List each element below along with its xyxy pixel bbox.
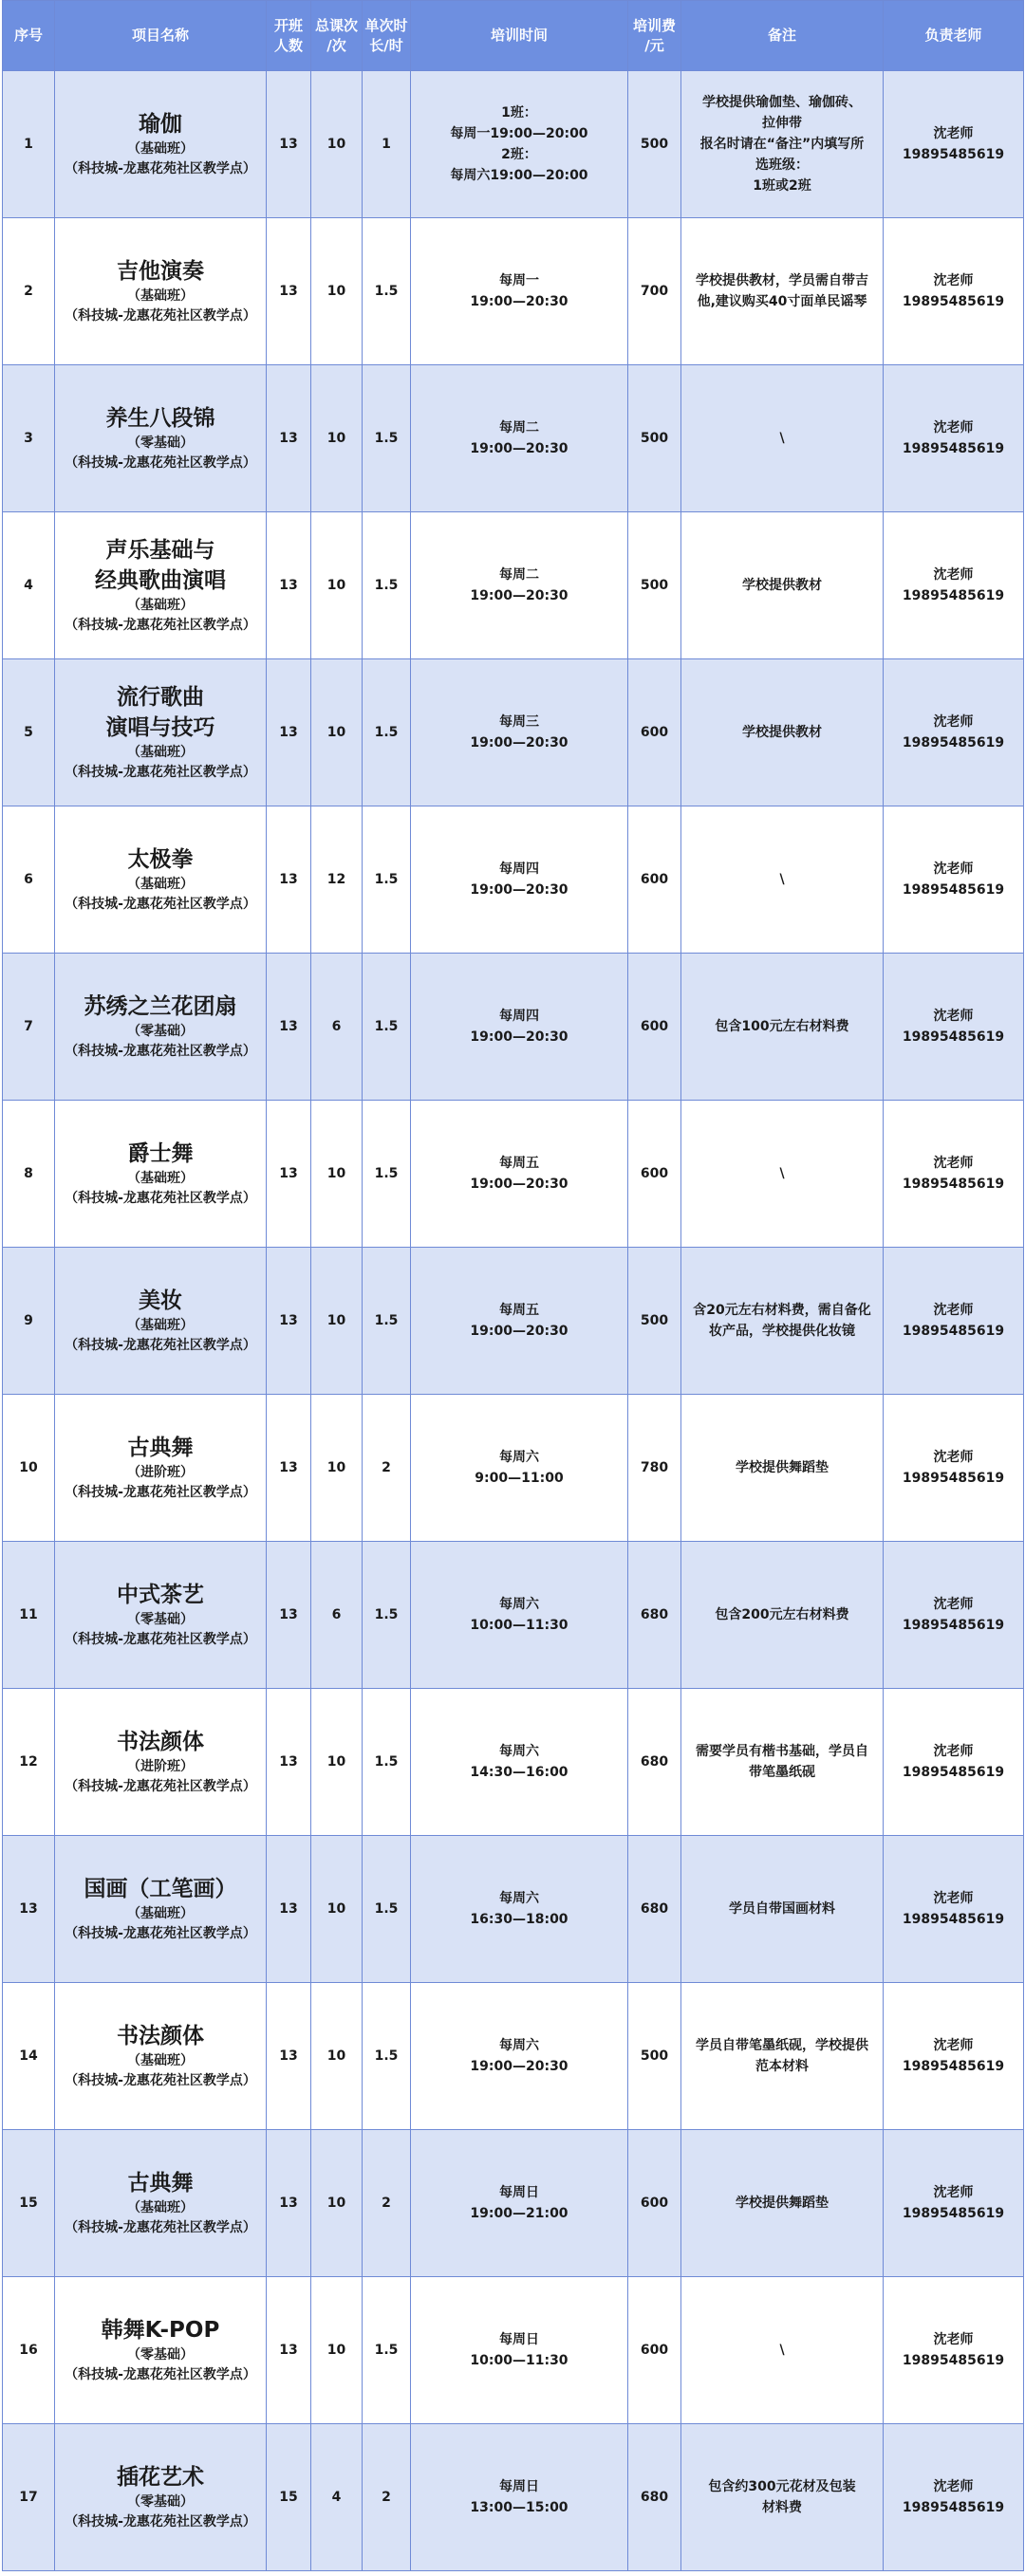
course-level: （基础班） [127, 1318, 194, 1333]
note: \ [681, 806, 884, 954]
course-location: （科技城-龙惠花苑社区教学点） [65, 1485, 256, 1500]
training-time: 每周五 19:00—20:30 [411, 1248, 628, 1395]
note: 学员自带笔墨纸砚，学校提供 范本材料 [681, 1983, 884, 2130]
session-hours: 1.5 [363, 218, 411, 365]
fee: 600 [628, 954, 681, 1101]
teacher-contact: 沈老师 19895485619 [884, 1542, 1024, 1689]
course-name: 国画（工笔画） [84, 1877, 237, 1901]
header-training-time: 培训时间 [411, 1, 628, 71]
fee: 600 [628, 2277, 681, 2424]
training-time: 每周日 19:00—21:00 [411, 2130, 628, 2277]
course-location: （科技城-龙惠花苑社区教学点） [65, 455, 256, 471]
course-name: 插花艺术 [117, 2465, 204, 2490]
course-row [3, 71, 1024, 218]
course-name: 书法颜体 [117, 2024, 204, 2048]
note: \ [681, 1101, 884, 1248]
class-size: 13 [267, 512, 311, 659]
course-name: 书法颜体 [117, 1730, 204, 1754]
note: 包含约300元花材及包装 材料费 [681, 2424, 884, 2571]
header-class-size: 开班 人数 [267, 1, 311, 71]
course-level: （进阶班） [127, 1465, 194, 1480]
row-number: 4 [3, 512, 55, 659]
total-sessions: 10 [311, 512, 363, 659]
course-level: （基础班） [127, 1171, 194, 1186]
row-number: 10 [3, 1395, 55, 1542]
teacher-contact: 沈老师 19895485619 [884, 71, 1024, 218]
header-row [3, 1, 1024, 71]
course-name-cell [55, 2130, 267, 2277]
course-name-cell [55, 1248, 267, 1395]
header-fee: 培训费 /元 [628, 1, 681, 71]
course-row [3, 1689, 1024, 1836]
row-number: 17 [3, 2424, 55, 2571]
total-sessions: 10 [311, 218, 363, 365]
row-number: 5 [3, 659, 55, 806]
row-number: 8 [3, 1101, 55, 1248]
course-schedule-table [2, 0, 1024, 2571]
session-hours: 1.5 [363, 1101, 411, 1248]
training-time: 每周六 19:00—20:30 [411, 1983, 628, 2130]
header-teacher: 负责老师 [884, 1, 1024, 71]
row-number: 9 [3, 1248, 55, 1395]
header-session-hours: 单次时 长/时 [363, 1, 411, 71]
course-row [3, 659, 1024, 806]
course-name: 美妆 [139, 1288, 182, 1313]
class-size: 13 [267, 806, 311, 954]
course-level: （基础班） [127, 598, 194, 613]
row-number: 16 [3, 2277, 55, 2424]
teacher-contact: 沈老师 19895485619 [884, 1836, 1024, 1983]
session-hours: 1.5 [363, 659, 411, 806]
teacher-contact: 沈老师 19895485619 [884, 2424, 1024, 2571]
total-sessions: 10 [311, 2130, 363, 2277]
course-name-cell [55, 1101, 267, 1248]
teacher-contact: 沈老师 19895485619 [884, 1983, 1024, 2130]
course-level: （零基础） [127, 436, 194, 451]
course-location: （科技城-龙惠花苑社区教学点） [65, 2514, 256, 2530]
course-level: （基础班） [127, 1906, 194, 1921]
teacher-contact: 沈老师 19895485619 [884, 512, 1024, 659]
course-row [3, 1395, 1024, 1542]
course-name: 太极拳 [127, 847, 194, 872]
course-level: （零基础） [127, 1612, 194, 1627]
teacher-contact: 沈老师 19895485619 [884, 659, 1024, 806]
course-level: （基础班） [127, 2200, 194, 2215]
total-sessions: 10 [311, 2277, 363, 2424]
note: 学校提供舞蹈垫 [681, 2130, 884, 2277]
fee: 680 [628, 1836, 681, 1983]
fee: 500 [628, 1248, 681, 1395]
course-row [3, 218, 1024, 365]
course-name-cell [55, 71, 267, 218]
course-row [3, 1836, 1024, 1983]
total-sessions: 10 [311, 1983, 363, 2130]
teacher-contact: 沈老师 19895485619 [884, 365, 1024, 512]
course-name: 古典舞 [127, 1436, 194, 1460]
total-sessions: 6 [311, 954, 363, 1101]
note: 学校提供教材，学员需自带吉 他,建议购买40寸面单民谣琴 [681, 218, 884, 365]
teacher-contact: 沈老师 19895485619 [884, 1689, 1024, 1836]
fee: 780 [628, 1395, 681, 1542]
course-location: （科技城-龙惠花苑社区教学点） [65, 1632, 256, 1647]
row-number: 7 [3, 954, 55, 1101]
total-sessions: 10 [311, 1689, 363, 1836]
course-name: 苏绣之兰花团扇 [84, 994, 237, 1019]
session-hours: 2 [363, 1395, 411, 1542]
course-name-cell [55, 806, 267, 954]
fee: 700 [628, 218, 681, 365]
row-number: 1 [3, 71, 55, 218]
row-number: 13 [3, 1836, 55, 1983]
header-total-sessions: 总课次 /次 [311, 1, 363, 71]
class-size: 13 [267, 2277, 311, 2424]
class-size: 13 [267, 954, 311, 1101]
training-time: 1班： 每周一19:00—20:00 2班： 每周六19:00—20:00 [411, 71, 628, 218]
row-number: 11 [3, 1542, 55, 1689]
course-row [3, 954, 1024, 1101]
training-time: 每周六 16:30—18:00 [411, 1836, 628, 1983]
teacher-contact: 沈老师 19895485619 [884, 2277, 1024, 2424]
training-time: 每周五 19:00—20:30 [411, 1101, 628, 1248]
row-number: 12 [3, 1689, 55, 1836]
total-sessions: 10 [311, 1836, 363, 1983]
header-no: 序号 [3, 1, 55, 71]
note: 包含200元左右材料费 [681, 1542, 884, 1689]
course-location: （科技城-龙惠花苑社区教学点） [65, 897, 256, 912]
training-time: 每周二 19:00—20:30 [411, 512, 628, 659]
class-size: 13 [267, 1836, 311, 1983]
header-note: 备注 [681, 1, 884, 71]
course-location: （科技城-龙惠花苑社区教学点） [65, 765, 256, 780]
class-size: 13 [267, 1689, 311, 1836]
class-size: 13 [267, 1101, 311, 1248]
course-row [3, 365, 1024, 512]
course-location: （科技城-龙惠花苑社区教学点） [65, 1779, 256, 1794]
class-size: 13 [267, 365, 311, 512]
training-time: 每周日 10:00—11:30 [411, 2277, 628, 2424]
fee: 500 [628, 512, 681, 659]
course-level: （零基础） [127, 2494, 194, 2510]
course-location: （科技城-龙惠花苑社区教学点） [65, 2220, 256, 2235]
session-hours: 1.5 [363, 1248, 411, 1395]
note: 需要学员有楷书基础，学员自 带笔墨纸砚 [681, 1689, 884, 1836]
course-name-cell [55, 2277, 267, 2424]
course-level: （基础班） [127, 745, 194, 760]
teacher-contact: 沈老师 19895485619 [884, 218, 1024, 365]
note: 学校提供舞蹈垫 [681, 1395, 884, 1542]
training-time: 每周四 19:00—20:30 [411, 954, 628, 1101]
course-row [3, 1248, 1024, 1395]
session-hours: 1.5 [363, 2277, 411, 2424]
course-row [3, 806, 1024, 954]
course-name-cell [55, 1983, 267, 2130]
note: 学校提供教材 [681, 512, 884, 659]
training-time: 每周四 19:00—20:30 [411, 806, 628, 954]
fee: 500 [628, 365, 681, 512]
fee: 600 [628, 1101, 681, 1248]
course-name-cell [55, 218, 267, 365]
training-time: 每周六 14:30—16:00 [411, 1689, 628, 1836]
header-course-name: 项目名称 [55, 1, 267, 71]
course-location: （科技城-龙惠花苑社区教学点） [65, 308, 256, 324]
course-location: （科技城-龙惠花苑社区教学点） [65, 2073, 256, 2088]
class-size: 13 [267, 1248, 311, 1395]
course-name: 流行歌曲 演唱与技巧 [105, 685, 215, 740]
row-number: 2 [3, 218, 55, 365]
teacher-contact: 沈老师 19895485619 [884, 1395, 1024, 1542]
course-row [3, 1542, 1024, 1689]
note: 学校提供瑜伽垫、瑜伽砖、 拉伸带 报名时请在“备注”内填写所 选班级： 1班或2班 [681, 71, 884, 218]
course-name-cell [55, 365, 267, 512]
session-hours: 1.5 [363, 954, 411, 1101]
course-name: 古典舞 [127, 2171, 194, 2196]
total-sessions: 6 [311, 1542, 363, 1689]
course-name: 吉他演奏 [117, 259, 204, 284]
course-row [3, 1983, 1024, 2130]
course-name: 爵士舞 [127, 1141, 194, 1166]
row-number: 14 [3, 1983, 55, 2130]
session-hours: 1.5 [363, 1689, 411, 1836]
training-time: 每周六 9:00—11:00 [411, 1395, 628, 1542]
note: \ [681, 365, 884, 512]
course-name: 中式茶艺 [117, 1583, 204, 1607]
class-size: 13 [267, 2130, 311, 2277]
course-name-cell [55, 2424, 267, 2571]
course-name-cell [55, 954, 267, 1101]
total-sessions: 10 [311, 1101, 363, 1248]
course-name: 养生八段锦 [105, 406, 215, 431]
session-hours: 1.5 [363, 1983, 411, 2130]
total-sessions: 10 [311, 1248, 363, 1395]
teacher-contact: 沈老师 19895485619 [884, 806, 1024, 954]
teacher-contact: 沈老师 19895485619 [884, 1248, 1024, 1395]
course-location: （科技城-龙惠花苑社区教学点） [65, 1926, 256, 1941]
session-hours: 2 [363, 2424, 411, 2571]
training-time: 每周六 10:00—11:30 [411, 1542, 628, 1689]
course-name-cell [55, 512, 267, 659]
note: 学员自带国画材料 [681, 1836, 884, 1983]
row-number: 6 [3, 806, 55, 954]
class-size: 13 [267, 1983, 311, 2130]
course-location: （科技城-龙惠花苑社区教学点） [65, 1338, 256, 1353]
fee: 500 [628, 71, 681, 218]
session-hours: 1.5 [363, 365, 411, 512]
course-name-cell [55, 1689, 267, 1836]
total-sessions: 10 [311, 365, 363, 512]
row-number: 3 [3, 365, 55, 512]
total-sessions: 4 [311, 2424, 363, 2571]
course-name-cell [55, 1836, 267, 1983]
course-row [3, 2277, 1024, 2424]
total-sessions: 10 [311, 1395, 363, 1542]
fee: 600 [628, 806, 681, 954]
class-size: 13 [267, 659, 311, 806]
session-hours: 1.5 [363, 1836, 411, 1983]
note: 含20元左右材料费，需自备化 妆产品，学校提供化妆镜 [681, 1248, 884, 1395]
training-time: 每周三 19:00—20:30 [411, 659, 628, 806]
course-level: （基础班） [127, 288, 194, 304]
course-row [3, 512, 1024, 659]
class-size: 13 [267, 1395, 311, 1542]
total-sessions: 10 [311, 659, 363, 806]
teacher-contact: 沈老师 19895485619 [884, 2130, 1024, 2277]
course-location: （科技城-龙惠花苑社区教学点） [65, 161, 256, 176]
course-name: 韩舞K-POP [101, 2318, 220, 2343]
course-location: （科技城-龙惠花苑社区教学点） [65, 618, 256, 633]
course-level: （基础班） [127, 2053, 194, 2068]
session-hours: 1 [363, 71, 411, 218]
total-sessions: 10 [311, 71, 363, 218]
course-row [3, 1101, 1024, 1248]
course-row [3, 2130, 1024, 2277]
note: \ [681, 2277, 884, 2424]
training-time: 每周一 19:00—20:30 [411, 218, 628, 365]
note: 包含100元左右材料费 [681, 954, 884, 1101]
class-size: 13 [267, 218, 311, 365]
course-name-cell [55, 659, 267, 806]
training-time: 每周二 19:00—20:30 [411, 365, 628, 512]
fee: 680 [628, 2424, 681, 2571]
training-time: 每周日 13:00—15:00 [411, 2424, 628, 2571]
class-size: 13 [267, 1542, 311, 1689]
session-hours: 1.5 [363, 512, 411, 659]
fee: 680 [628, 1542, 681, 1689]
note: 学校提供教材 [681, 659, 884, 806]
course-row [3, 2424, 1024, 2571]
class-size: 13 [267, 71, 311, 218]
fee: 600 [628, 659, 681, 806]
row-number: 15 [3, 2130, 55, 2277]
fee: 600 [628, 2130, 681, 2277]
course-location: （科技城-龙惠花苑社区教学点） [65, 1191, 256, 1206]
course-name-cell [55, 1542, 267, 1689]
total-sessions: 12 [311, 806, 363, 954]
fee: 680 [628, 1689, 681, 1836]
course-level: （基础班） [127, 877, 194, 892]
teacher-contact: 沈老师 19895485619 [884, 1101, 1024, 1248]
session-hours: 2 [363, 2130, 411, 2277]
course-name: 瑜伽 [139, 112, 182, 137]
session-hours: 1.5 [363, 806, 411, 954]
course-level: （零基础） [127, 1024, 194, 1039]
teacher-contact: 沈老师 19895485619 [884, 954, 1024, 1101]
course-level: （零基础） [127, 2347, 194, 2363]
fee: 500 [628, 1983, 681, 2130]
course-location: （科技城-龙惠花苑社区教学点） [65, 2367, 256, 2382]
course-location: （科技城-龙惠花苑社区教学点） [65, 1044, 256, 1059]
course-name: 声乐基础与 经典歌曲演唱 [95, 538, 226, 593]
course-name-cell [55, 1395, 267, 1542]
course-level: （基础班） [127, 141, 194, 157]
course-level: （进阶班） [127, 1759, 194, 1774]
class-size: 15 [267, 2424, 311, 2571]
session-hours: 1.5 [363, 1542, 411, 1689]
